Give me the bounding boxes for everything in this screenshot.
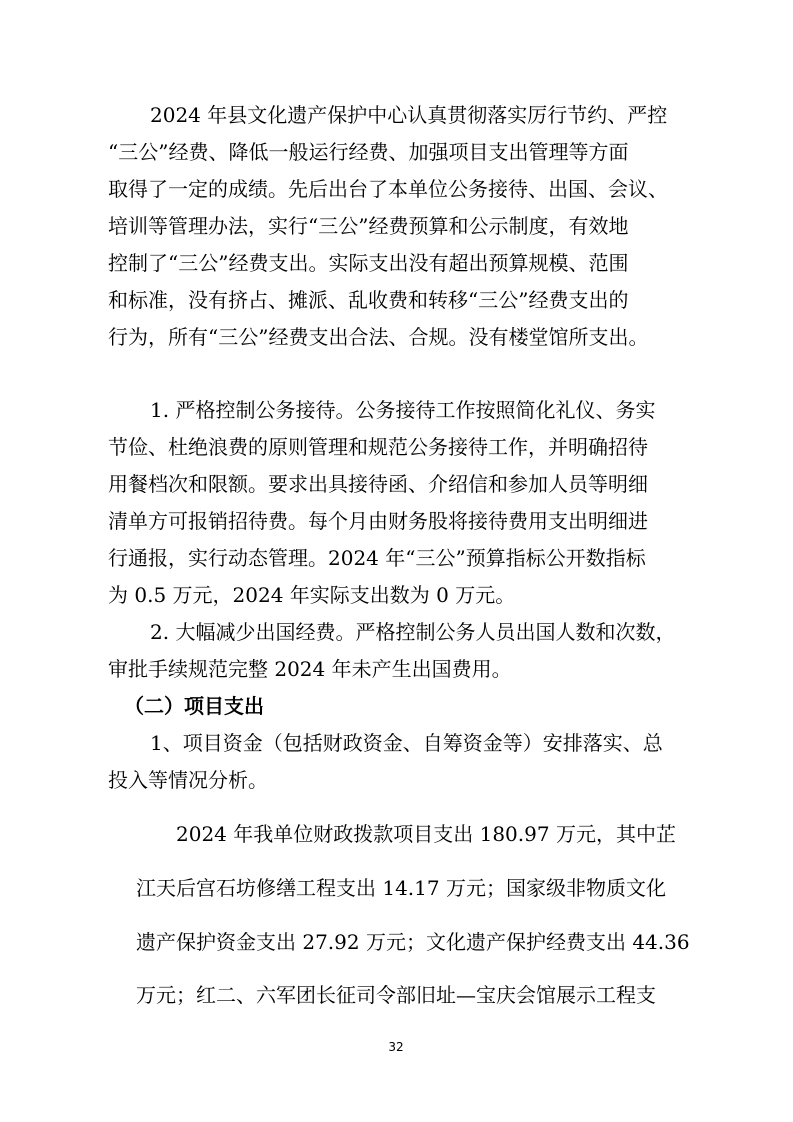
text-line-content: 为 0.5 万元，2024 年实际支出数为 0 万元。 <box>108 583 516 607</box>
text-line-content: 行为，所有“三公”经费支出合法、合规。没有楼堂馆所支出。 <box>108 325 649 349</box>
text-line-content: 遗产保护资金支出 27.92 万元；文化遗产保护经费支出 44.36 <box>136 930 690 954</box>
page-number: 32 <box>388 1040 404 1054</box>
text-line-content: 投入等情况分析。 <box>108 768 268 792</box>
text-line-content: 审批手续规范完整 2024 年未产生出国费用。 <box>108 657 512 681</box>
text-line-content: 1. 严格控制公务接待。公务接待工作按照简化礼仪、务实 <box>150 398 656 422</box>
text-line-content: 培训等管理办法，实行“三公”经费预算和公示制度，有效地 <box>108 214 629 238</box>
text-line-content: 用餐档次和限额。要求出具接待函、介绍信和参加人员等明细 <box>108 472 648 496</box>
text-line-content: 和标准，没有挤占、摊派、乱收费和转移“三公”经费支出的 <box>108 288 629 312</box>
text-line-content: 江天后宫石坊修缮工程支出 14.17 万元；国家级非物质文化 <box>136 876 666 900</box>
text-line-content: 万元；红二、六军团长征司令部旧址—宝庆会馆展示工程支 <box>136 983 656 1007</box>
text-line-content: 2024 年县文化遗产保护中心认真贯彻落实厉行节约、严控 <box>150 103 668 127</box>
text-line-content: 控制了“三公”经费支出。实际支出没有超出预算规模、范围 <box>108 251 629 275</box>
text-line-content: “三公”经费、降低一般运行经费、加强项目支出管理等方面 <box>108 140 629 164</box>
section-heading-text: （二）项目支出 <box>124 694 264 718</box>
text-line-content: 清单方可报销招待费。每个月由财务股将接待费用支出明细进 <box>108 509 648 533</box>
text-line-content: 取得了一定的成绩。先后出台了本单位公务接待、出国、会议、 <box>108 177 668 201</box>
text-line-content: 1、项目资金（包括财政资金、自筹资金等）安排落实、总 <box>150 731 663 755</box>
text-line-content: 2024 年我单位财政拨款项目支出 180.97 万元，其中芷 <box>176 822 676 846</box>
text-line-content: 行通报，实行动态管理。2024 年“三公”预算指标公开数指标 <box>108 546 646 570</box>
text-line-content: 节俭、杜绝浪费的原则管理和规范公务接待工作，并明确招待 <box>108 435 648 459</box>
text-line-content: 2. 大幅减少出国经费。严格控制公务人员出国人数和次数， <box>150 620 676 644</box>
